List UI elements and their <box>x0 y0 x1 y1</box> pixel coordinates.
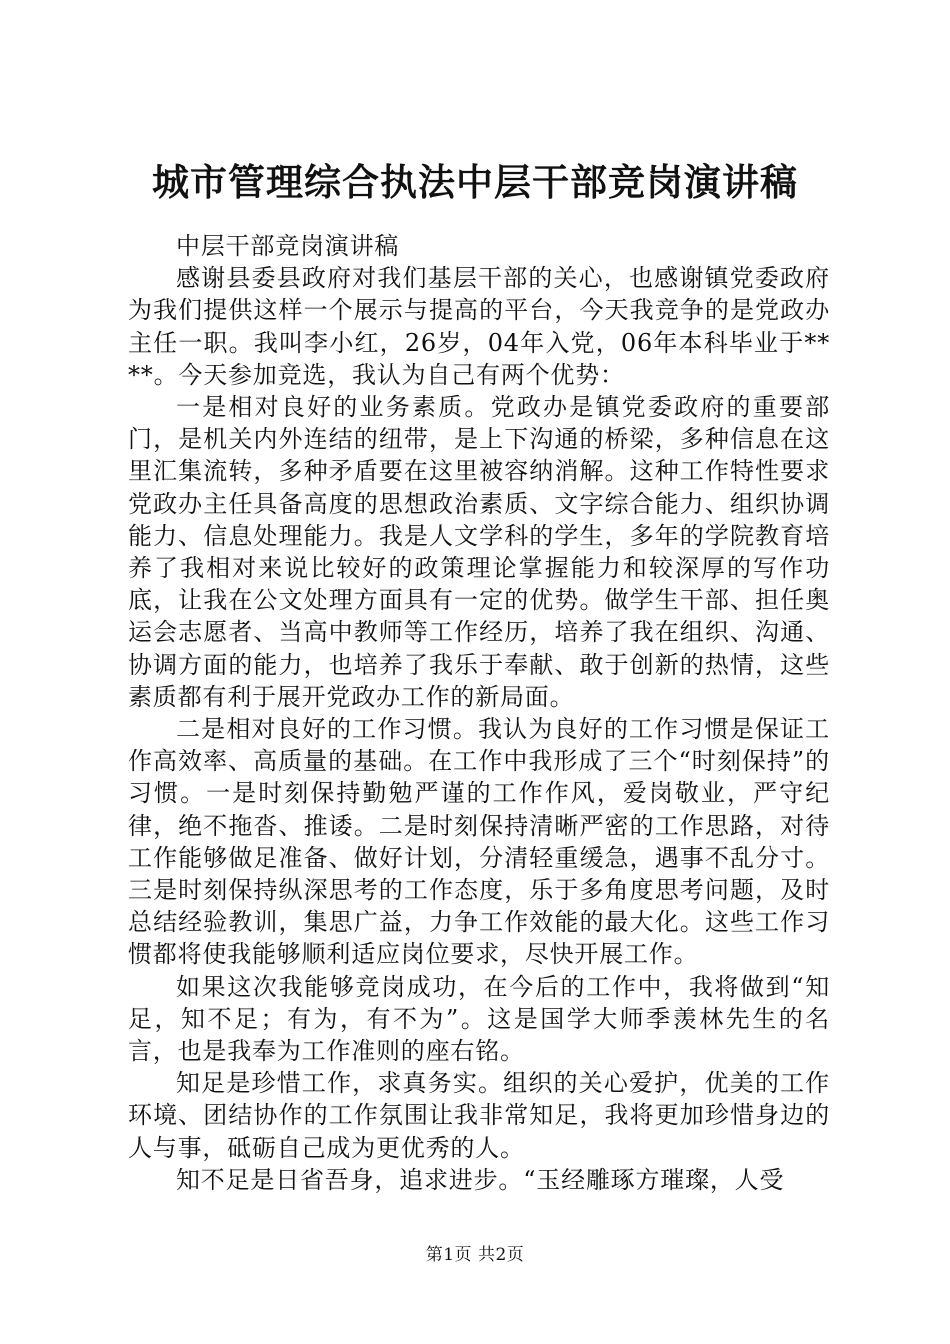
document-body <box>128 230 830 1196</box>
document-title: 城市管理综合执法中层干部竞岗演讲稿 <box>152 160 798 204</box>
paragraph-advantage-two: 二是相对良好的工作习惯。我认为良好的工作习惯是保证工作高效率、高质量的基础。在工作中我形成了三个“时刻保持”的习惯。一是时刻保持勤勉严谨的工作作风，爱岗敬业，严守纪律，绝不拖沓、推诿。二是时刻保持清晰严密的工作思路，对待工作能够做足准备、做好计划，分清轻重缓急，遇事不乱分寸。三是时刻保持纵深思考的工作态度，乐于多角度思考问题，及时总结经验教训，集思广益，力争工作效能的最大化。这些工作习惯都将使我能够顺利适应岗位要求，尽快开展工作。 <box>128 715 830 969</box>
paragraph-advantage-one: 一是相对良好的业务素质。党政办是镇党委政府的重要部门，是机关内外连结的纽带，是上下沟通的桥梁，多种信息在这里汇集流转，多种矛盾要在这里被容纳消解。这种工作特性要求党政办主任具备高度的思想政治素质、文字综合能力、组织协调能力、信息处理能力。我是人文学科的学生，多年的学院教育培养了我相对来说比较好的政策理论掌握能力和较深厚的写作功底，让我在公文处理方面具有一定的优势。做学生干部、担任奥运会志愿者、当高中教师等工作经历，培养了我在组织、沟通、协调方面的能力，也培养了我乐于奉献、敢于创新的热情，这些素质都有利于展开党政办工作的新局面。 <box>128 393 830 711</box>
document-subtitle: 中层干部竞岗演讲稿 <box>176 232 400 260</box>
paragraph-contentment: 知足是珍惜工作，求真务实。组织的关心爱护，优美的工作环境、团结协作的工作氛围让我非常知足，我将更加珍惜身边的人与事，砥砺自己成为更优秀的人。 <box>128 1069 830 1162</box>
paragraph-intro: 感谢县委县政府对我们基层干部的关心，也感谢镇党委政府为我们提供这样一个展示与提高的平台，今天我竞争的是党政办主任一职。我叫李小红，26岁，04年入党，06年本科毕业于****。今天参加竞选，我认为自己有两个优势： <box>128 264 830 389</box>
page-number: 第1页 共2页 <box>425 1245 525 1265</box>
paragraph-motto: 如果这次我能够竞岗成功，在今后的工作中，我将做到“知足，知不足；有为，有不为”。这是国学大师季羡林先生的名言，也是我奉为工作准则的座右铭。 <box>128 972 830 1066</box>
paragraph-self-reflection: 知不足是日省吾身，追求进步。“玉经雕琢方璀璨，人受 <box>176 1165 785 1194</box>
